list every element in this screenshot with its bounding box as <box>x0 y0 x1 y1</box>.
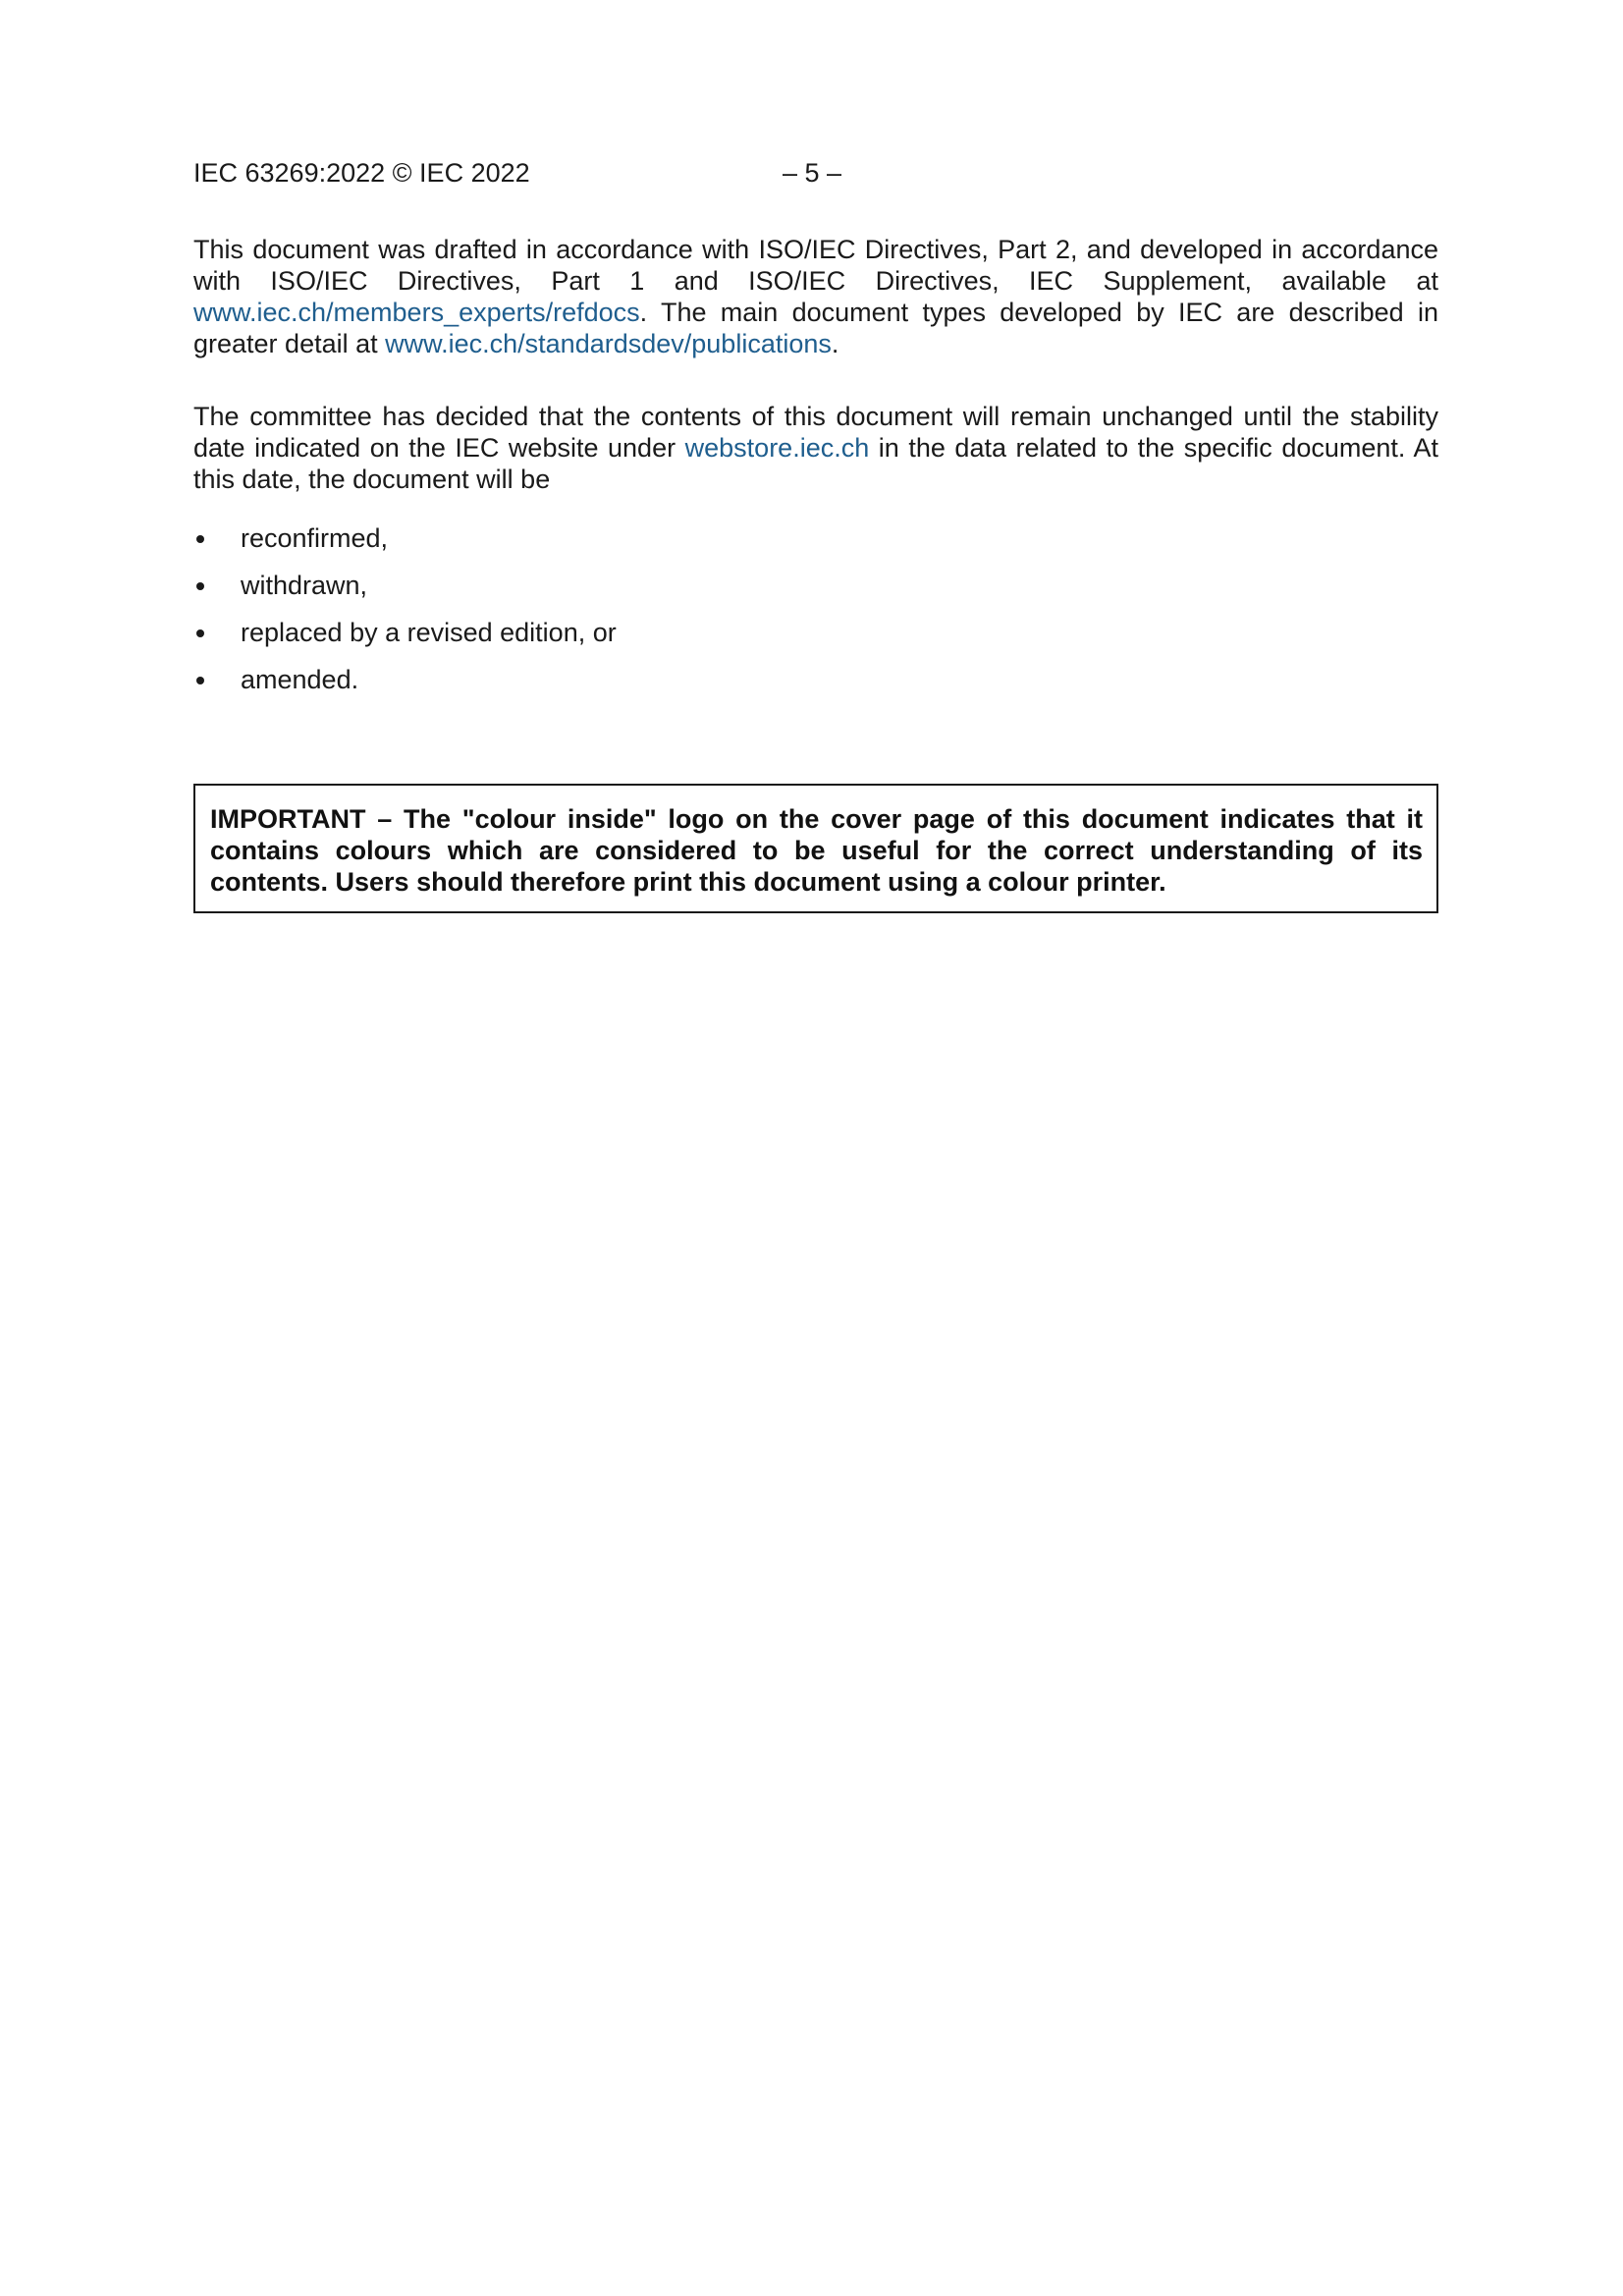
list-item <box>193 664 1438 711</box>
list-item-text: withdrawn, <box>241 571 368 600</box>
webstore-link[interactable]: webstore.iec.ch <box>684 433 870 463</box>
bullet-icon <box>196 582 204 590</box>
stability-paragraph <box>193 401 1438 495</box>
page-header <box>193 155 1440 191</box>
drafting-text-a: This document was drafted in accordance with ISO/IEC Directives, Part 2, and developed in accordance with ISO/IEC Directives, Part 1 and ISO/IEC Directives, IEC Supplement, available at <box>193 235 1438 296</box>
stability-text-b: in the data related to the specific document. At this date, the document will be <box>193 433 1438 494</box>
stability-options-list <box>193 522 1438 711</box>
drafting-paragraph <box>193 234 1438 359</box>
drafting-text-b: . The main document types developed by IEC are described in greater detail at <box>193 298 1438 358</box>
list-item <box>193 570 1438 617</box>
bullet-icon <box>196 677 204 684</box>
list-item <box>193 522 1438 570</box>
list-item <box>193 617 1438 664</box>
refdocs-link[interactable]: www.iec.ch/members_experts/refdocs <box>193 298 640 327</box>
document-reference: IEC 63269:2022 © IEC 2022 <box>193 158 530 188</box>
publications-link[interactable]: www.iec.ch/standardsdev/publications <box>385 329 832 358</box>
page-number: – 5 – <box>783 158 842 188</box>
important-notice-text: IMPORTANT – The "colour inside" logo on the cover page of this document indicates that it contains colours which are considered to be useful for the correct understanding of its contents. Users should therefore print this document using a colour printer. <box>210 804 1423 897</box>
important-notice-box <box>193 784 1438 913</box>
bullet-icon <box>196 535 204 543</box>
drafting-text-c: . <box>831 329 839 358</box>
stability-text-a: The committee has decided that the contents of this document will remain unchanged until the stability date indicated on the IEC website under <box>193 402 1438 463</box>
bullet-icon <box>196 629 204 637</box>
list-item-text: amended. <box>241 665 359 694</box>
list-item-text: reconfirmed, <box>241 523 389 553</box>
list-item-text: replaced by a revised edition, or <box>241 618 617 647</box>
